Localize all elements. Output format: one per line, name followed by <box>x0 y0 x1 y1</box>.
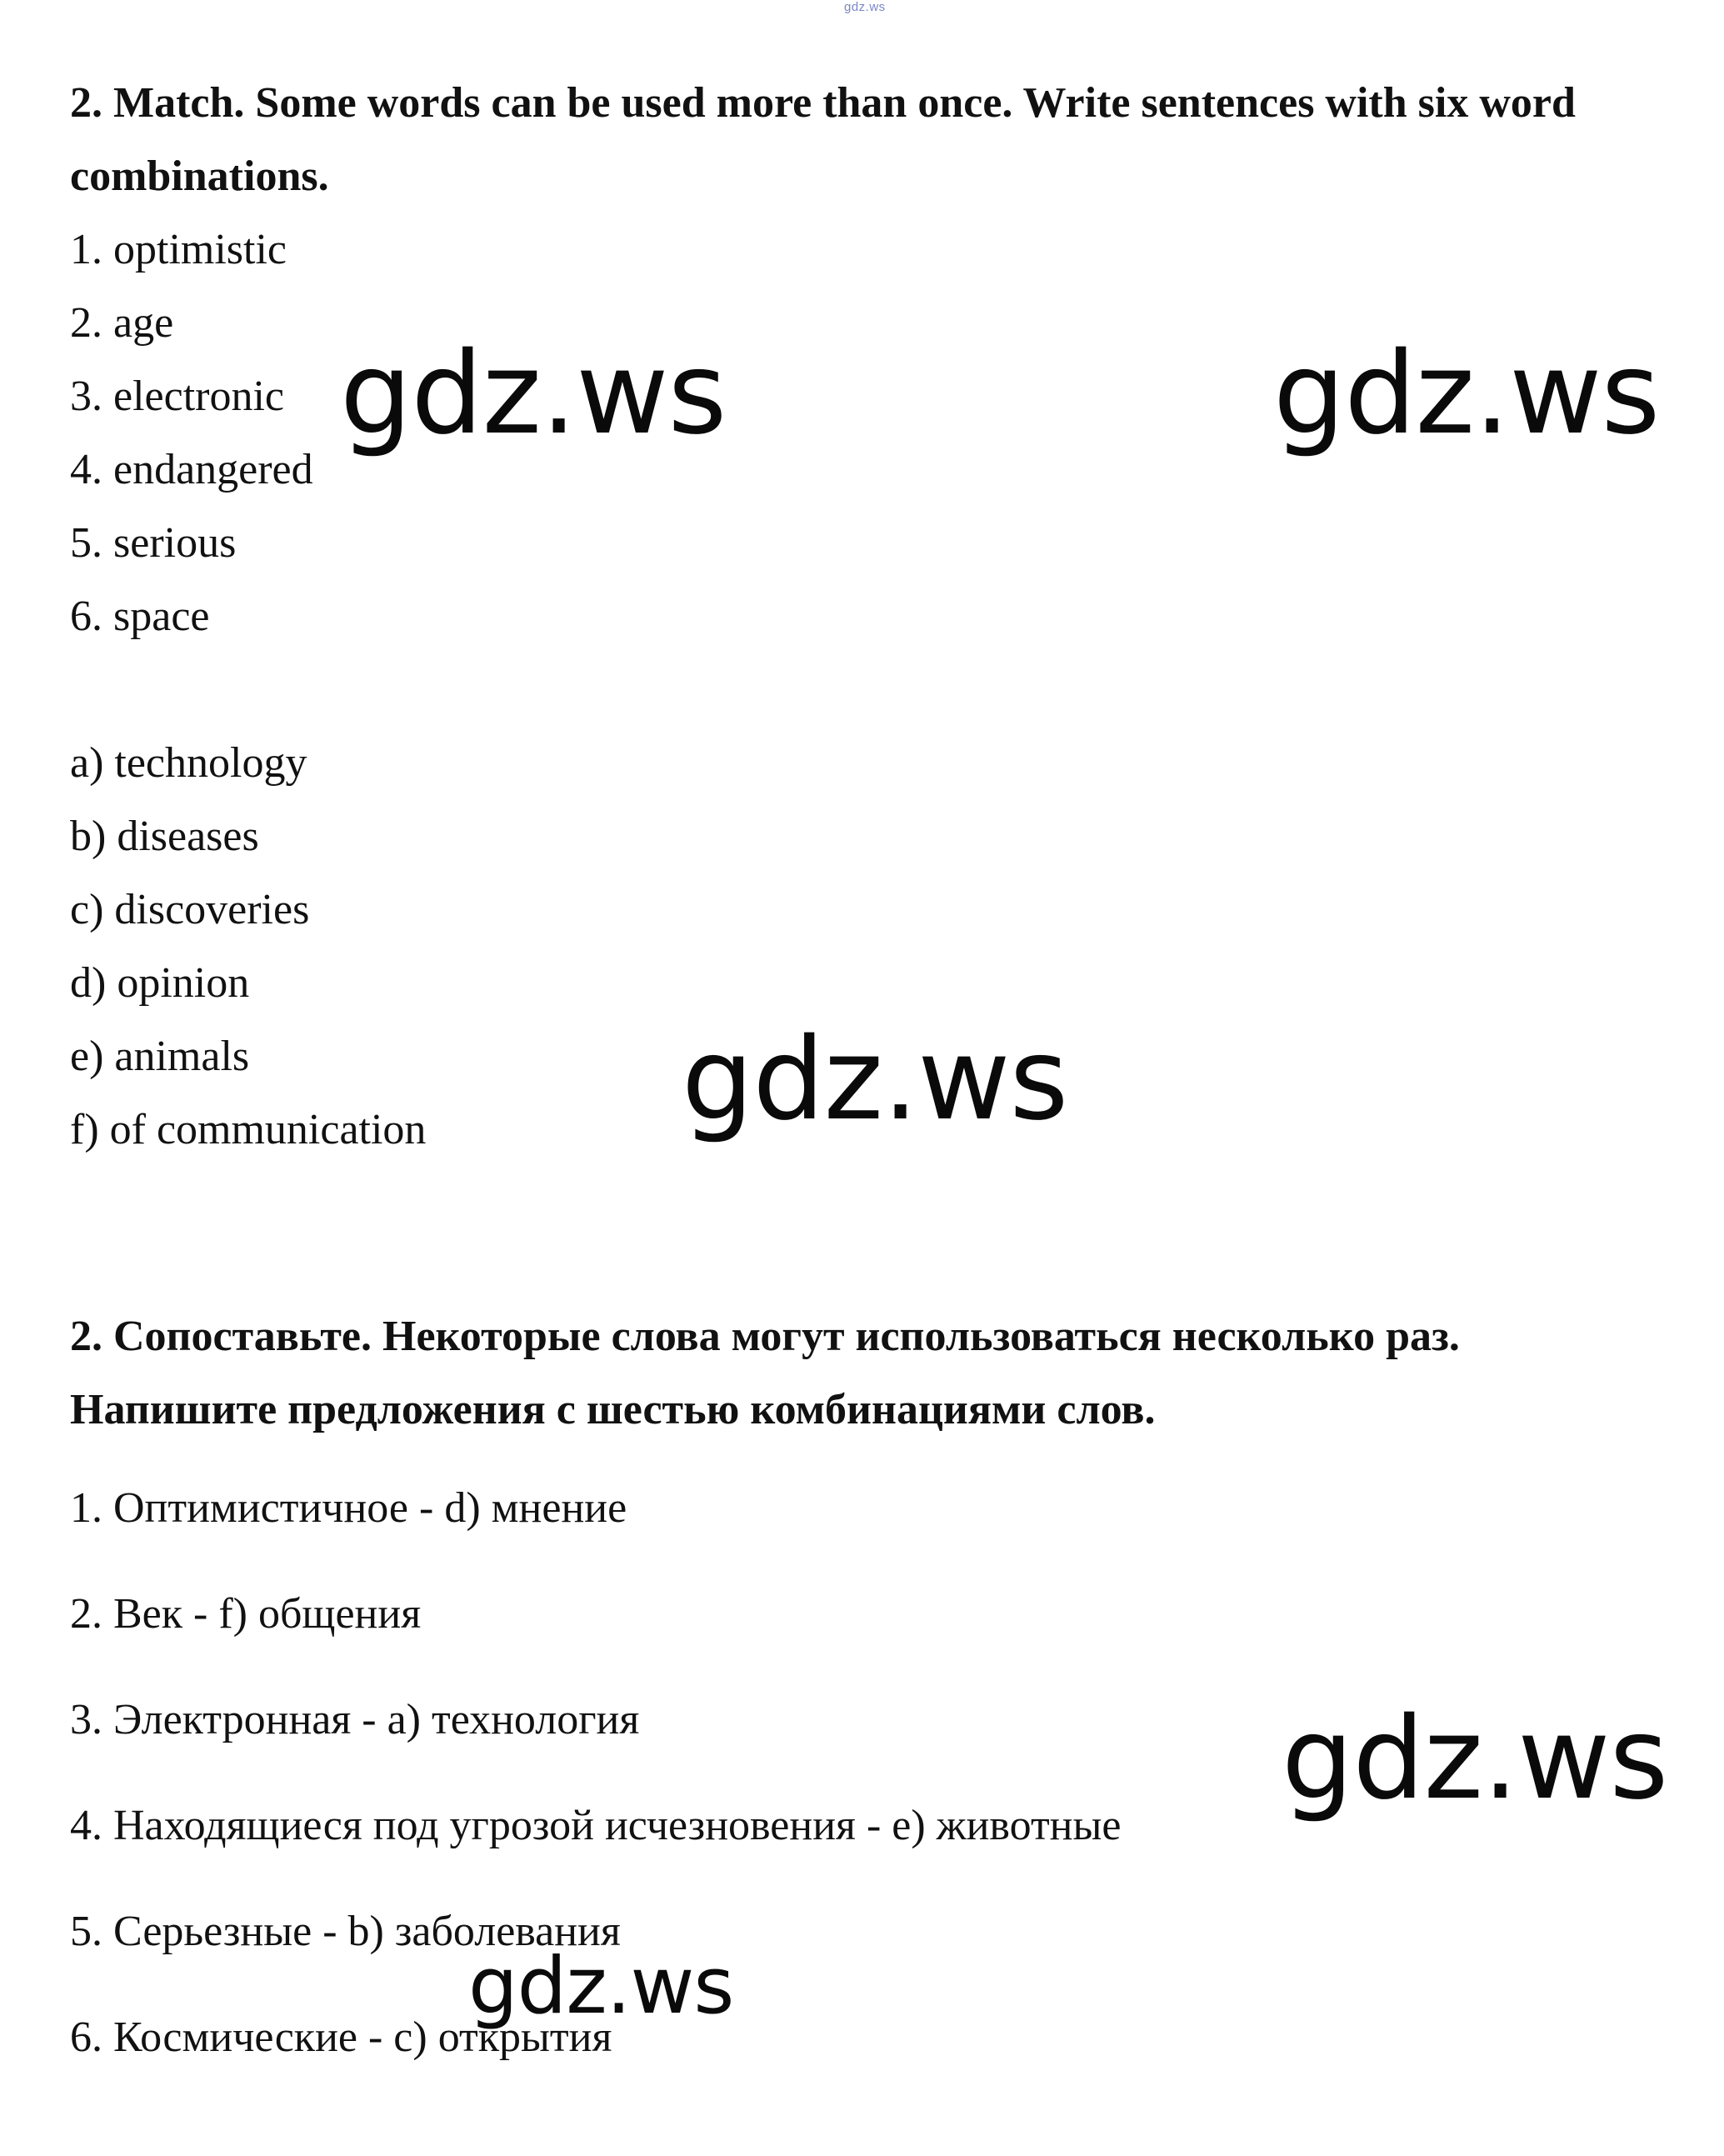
answer-item: 3. Электронная - a) технология <box>70 1696 640 1743</box>
answer-item: 6. Космические - c) открытия <box>70 2013 612 2061</box>
watermark: gdz.ws <box>1282 1693 1668 1825</box>
task-english <box>70 67 1670 1167</box>
answer-item: 1. Оптимистичное - d) мнение <box>70 1484 627 1532</box>
watermark: gdz.ws <box>340 328 727 460</box>
list-item: 1. optimistic <box>70 226 287 273</box>
top-watermark: gdz.ws <box>844 0 886 14</box>
answer-item: 2. Век - f) общения <box>70 1590 422 1638</box>
spacer <box>70 1167 1670 1300</box>
list-item: 5. serious <box>70 519 237 567</box>
answer-item: 4. Находящиеся под угрозой исчезновения - e) животные <box>70 1802 1122 1849</box>
list-item: 4. endangered <box>70 446 313 493</box>
list-item: e) animals <box>70 1033 250 1080</box>
watermark: gdz.ws <box>1273 328 1660 460</box>
task-heading-english: 2. Match. Some words can be used more than once. Write sentences with six word combinations. <box>70 79 1576 200</box>
list-item: d) opinion <box>70 959 250 1007</box>
list-item: b) diseases <box>70 813 259 860</box>
list-item: c) discoveries <box>70 886 310 933</box>
list-item: a) technology <box>70 739 307 787</box>
list-item: 2. age <box>70 299 174 347</box>
list-item: 6. space <box>70 593 210 640</box>
list-item: f) of communication <box>70 1106 427 1153</box>
watermark: gdz.ws <box>682 1014 1068 1146</box>
spacer <box>70 653 1670 727</box>
list-item: 3. electronic <box>70 373 284 420</box>
watermark: gdz.ws <box>468 1941 734 2032</box>
task-heading-russian: 2. Сопоставьте. Некоторые слова могут использоваться несколько раз. Напишите предложения с шестью комбинациями слов. <box>70 1313 1460 1433</box>
answer-item: 5. Серьезные - b) заболевания <box>70 1908 621 1955</box>
